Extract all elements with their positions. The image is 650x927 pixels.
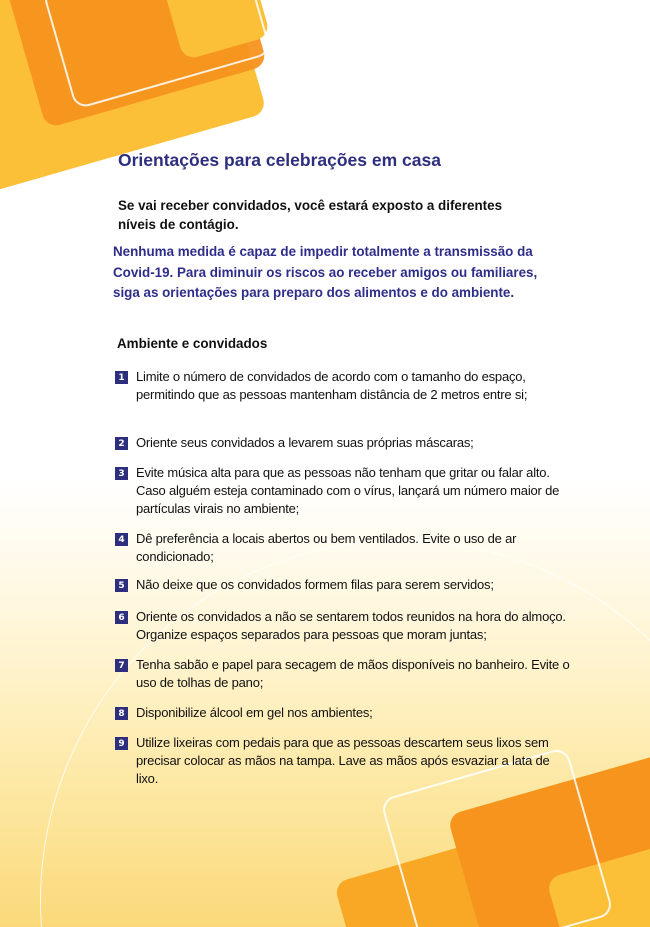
warning-text: Nenhuma medida é capaz de impedir totalmente a transmissão da Covid-19. Para diminuir os riscos ao receber amigos ou familiares, siga as orientações para preparo dos alimentos e do ambiente. [113,244,538,300]
list-item [115,704,575,722]
item-text: Oriente seus convidados a levarem suas próprias máscaras; [136,435,474,450]
item-text: Não deixe que os convidados formem filas para serem servidos; [136,577,494,592]
number-badge: 6 [115,611,128,624]
number-badge: 5 [115,579,128,592]
item-text: Oriente os convidados a não se sentarem todos reunidos na hora do almoço. Organize espaços separados para pessoas que moram juntas; [136,609,566,642]
list-item [115,368,575,404]
list-item [115,464,575,518]
number-badge: 9 [115,737,128,750]
number-badge: 8 [115,707,128,720]
number-badge: 2 [115,437,128,450]
number-badge: 1 [115,371,128,384]
item-text: Dê preferência a locais abertos ou bem ventilados. Evite o uso de ar condicionado; [136,531,517,564]
item-text: Utilize lixeiras com pedais para que as pessoas descartem seus lixos sem precisar colocar as mãos na tampa. Lave as mãos após esvaziar a lata de lixo. [136,735,550,786]
list-item [115,608,575,644]
item-text: Limite o número de convidados de acordo com o tamanho do espaço, permitindo que as pessoas mantenham distância de 2 metros entre si; [136,369,528,402]
list-item [115,656,575,692]
list-item [115,734,575,788]
number-badge: 3 [115,467,128,480]
list-item [115,576,575,594]
page-title: Orientações para celebrações em casa [118,150,441,170]
list-item [115,434,575,452]
subtitle: Se vai receber convidados, você estará exposto a diferentes níveis de contágio. [118,198,503,232]
item-text: Evite música alta para que as pessoas não tenham que gritar ou falar alto. Caso alguém esteja contaminado com o vírus, lançará um número maior de partículas virais no ambiente; [136,465,560,516]
item-text: Tenha sabão e papel para secagem de mãos disponíveis no banheiro. Evite o uso de tolhas de pano; [136,657,570,690]
item-text: Disponibilize álcool em gel nos ambientes; [136,705,373,720]
list-item [115,530,575,566]
number-badge: 7 [115,659,128,672]
section-title: Ambiente e convidados [117,336,268,351]
number-badge: 4 [115,533,128,546]
